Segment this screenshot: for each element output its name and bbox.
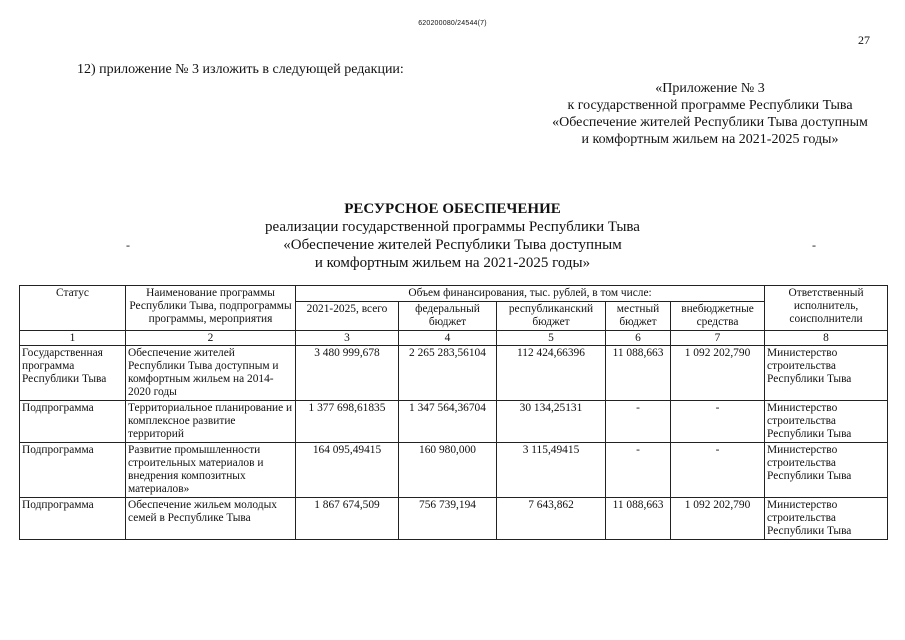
appendix-line-1: «Приложение № 3 [655, 81, 765, 96]
cell-extra: - [671, 401, 765, 443]
cell-status: Государственная программа Республики Тыва [20, 346, 126, 401]
heading-line-2: реализации государственной программы Республики Тыва [265, 219, 640, 235]
cell-responsible: Министерство строительства Республики Тыва [765, 498, 888, 540]
cell-name: Обеспечение жильем молодых семей в Республике Тыва [126, 498, 296, 540]
cell-responsible: Министерство строительства Республики Тыва [765, 401, 888, 443]
header-federal: федеральный бюджет [399, 302, 497, 331]
cell-republican: 3 115,49415 [497, 443, 606, 498]
cell-total: 3 480 999,678 [296, 346, 399, 401]
cell-extra: 1 092 202,790 [671, 498, 765, 540]
cell-extra: - [671, 443, 765, 498]
table-row [20, 346, 888, 401]
header-status: Статус [20, 286, 126, 331]
col-number: 7 [671, 331, 765, 346]
scan-mark-left: - [126, 238, 130, 252]
cell-extra: 1 092 202,790 [671, 346, 765, 401]
header-total: 2021-2025, всего [296, 302, 399, 331]
cell-name: Обеспечение жителей Республики Тыва доступным и комфортным жильем на 2014-2020 годы [126, 346, 296, 401]
header-name: Наименование программы Республики Тыва, подпрограммы программы, мероприятия [126, 286, 296, 331]
cell-responsible: Министерство строительства Республики Тыва [765, 443, 888, 498]
cell-local: - [606, 401, 671, 443]
cell-local: 11 088,663 [606, 346, 671, 401]
header-responsible: Ответственный исполнитель, соисполнители [765, 286, 888, 331]
cell-responsible: Министерство строительства Республики Тыва [765, 346, 888, 401]
header-funding: Объем финансирования, тыс. рублей, в том числе: [296, 286, 765, 302]
page-number: 27 [858, 33, 870, 47]
heading-line-4: и комфортным жильем на 2021-2025 годы» [314, 255, 591, 271]
cell-status: Подпрограмма [20, 498, 126, 540]
cell-total: 1 377 698,61835 [296, 401, 399, 443]
document-number: 620200080/24544(7) [418, 20, 487, 27]
col-number: 1 [20, 331, 126, 346]
cell-local: 11 088,663 [606, 498, 671, 540]
heading-title: РЕСУРСНОЕ ОБЕСПЕЧЕНИЕ [344, 201, 561, 217]
cell-total: 164 095,49415 [296, 443, 399, 498]
header-extra: внебюджетные средства [671, 302, 765, 331]
header-republican: республиканский бюджет [497, 302, 606, 331]
header-local: местный бюджет [606, 302, 671, 331]
cell-federal: 1 347 564,36704 [399, 401, 497, 443]
cell-republican: 7 643,862 [497, 498, 606, 540]
cell-local: - [606, 443, 671, 498]
cell-total: 1 867 674,509 [296, 498, 399, 540]
table-row [20, 443, 888, 498]
cell-status: Подпрограмма [20, 443, 126, 498]
cell-federal: 2 265 283,56104 [399, 346, 497, 401]
cell-status: Подпрограмма [20, 401, 126, 443]
cell-federal: 756 739,194 [399, 498, 497, 540]
scan-mark-right: - [812, 238, 816, 252]
cell-republican: 112 424,66396 [497, 346, 606, 401]
col-number: 2 [126, 331, 296, 346]
appendix-line-2: к государственной программе Республики Тыва [567, 98, 853, 113]
col-number: 4 [399, 331, 497, 346]
cell-federal: 160 980,000 [399, 443, 497, 498]
table-row [20, 401, 888, 443]
appendix-line-4: и комфортным жильем на 2021-2025 годы» [581, 132, 839, 147]
cell-name: Развитие промышленности строительных материалов и внедрения композитных материалов» [126, 443, 296, 498]
appendix-reference [520, 80, 900, 148]
appendix-line-3: «Обеспечение жителей Республики Тыва доступным [552, 115, 868, 130]
table-header-row [20, 286, 888, 302]
col-number: 6 [606, 331, 671, 346]
resource-table [19, 285, 888, 540]
col-number: 3 [296, 331, 399, 346]
col-number: 8 [765, 331, 888, 346]
column-number-row [20, 331, 888, 346]
cell-name: Территориальное планирование и комплексное развитие территорий [126, 401, 296, 443]
section-heading [0, 200, 905, 272]
heading-line-3: «Обеспечение жителей Республики Тыва доступным [283, 237, 622, 253]
table-row [20, 498, 888, 540]
cell-republican: 30 134,25131 [497, 401, 606, 443]
col-number: 5 [497, 331, 606, 346]
intro-paragraph: 12) приложение № 3 изложить в следующей редакции: [77, 62, 404, 77]
